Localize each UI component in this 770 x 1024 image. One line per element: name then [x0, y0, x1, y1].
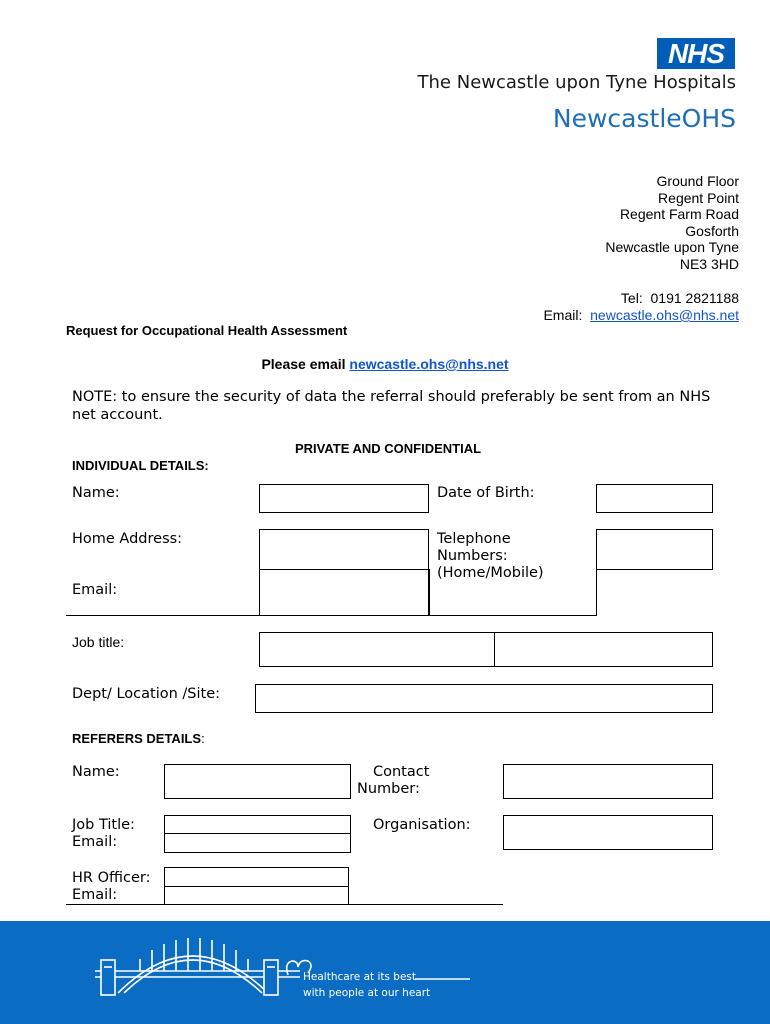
- divider: [429, 569, 430, 616]
- dob-field[interactable]: [596, 484, 713, 513]
- grade-field[interactable]: [494, 632, 713, 667]
- hr-officer-text: HR Officer:: [72, 870, 151, 886]
- telephone-label: [437, 531, 544, 582]
- referer-name-label: Name:: [72, 764, 120, 780]
- divider: [66, 904, 503, 905]
- contact-label-line: Number:: [357, 781, 420, 797]
- address-line: Regent Point: [658, 189, 739, 206]
- contact-number-label: [357, 764, 429, 798]
- grade-label-cell: [433, 632, 495, 667]
- name-label: Name:: [72, 485, 120, 501]
- tel-label: Tel:: [620, 290, 643, 306]
- referer-email-field[interactable]: [164, 833, 351, 853]
- please-email-line: [0, 356, 770, 372]
- address-block: [440, 173, 739, 273]
- referers-heading-text: REFERERS DETAILS: [72, 731, 202, 746]
- address-line: Regent Farm Road: [619, 206, 739, 223]
- newcastle-ohs-logo: NewcastleOHS: [552, 104, 736, 133]
- trust-name: The Newcastle upon Tyne Hospitals: [417, 72, 736, 93]
- hr-officer-label: [72, 870, 151, 904]
- tagline-line: with people at our heart: [303, 987, 431, 999]
- telephone-label-line: (Home/Mobile): [437, 565, 544, 581]
- referer-email-label: Email:: [72, 834, 118, 850]
- hr-email-field[interactable]: [164, 886, 349, 905]
- divider: [596, 569, 597, 616]
- please-email-link[interactable]: newcastle.ohs@nhs.net: [349, 356, 509, 372]
- telephone-field[interactable]: [596, 529, 713, 570]
- name-field[interactable]: [259, 484, 429, 513]
- referers-heading-colon: :: [201, 731, 205, 746]
- telephone-label-line: Telephone: [437, 531, 511, 547]
- individual-details-heading: INDIVIDUAL DETAILS:: [72, 458, 209, 473]
- confidential-heading: PRIVATE AND CONFIDENTIAL: [294, 441, 482, 456]
- footer-banner: [0, 921, 770, 1024]
- contact-block: [440, 290, 739, 324]
- contact-label-line: Contact: [373, 764, 430, 780]
- security-note: NOTE: to ensure the security of data the referral should preferably be sent from an NHS net account.: [72, 389, 711, 423]
- contact-number-field[interactable]: [503, 764, 713, 799]
- footer-tagline: [303, 969, 430, 1001]
- dept-label: Dept/ Location /Site:: [72, 686, 221, 702]
- address-line: Gosforth: [685, 222, 739, 239]
- referer-job-title-field[interactable]: [164, 815, 351, 834]
- address-line: Ground Floor: [656, 173, 739, 189]
- tagline-line: Healthcare at its best: [303, 971, 417, 983]
- hr-email-label: Email:: [72, 887, 118, 903]
- home-address-field[interactable]: [259, 529, 429, 570]
- email-label: Email:: [543, 307, 583, 323]
- referer-job-title-label: [72, 817, 135, 851]
- form-title: Request for Occupational Health Assessment: [66, 323, 348, 338]
- nhs-logo: NHS: [657, 38, 735, 69]
- organisation-label: Organisation:: [373, 817, 471, 833]
- home-address-label: Home Address:: [72, 531, 183, 547]
- divider: [66, 615, 597, 616]
- job-title-label: Job title:: [72, 634, 125, 650]
- dept-field[interactable]: [255, 684, 713, 713]
- address-line: NE3 3HD: [679, 255, 739, 272]
- tel-value: 0191 2821188: [650, 290, 739, 306]
- organisation-field[interactable]: [503, 815, 713, 850]
- hr-officer-field[interactable]: [164, 867, 349, 887]
- referers-heading: [72, 731, 205, 746]
- job-title-field[interactable]: [259, 632, 434, 667]
- referer-job-title-text: Job Title:: [72, 817, 135, 833]
- email-field[interactable]: [259, 569, 429, 616]
- telephone-label-line: Numbers:: [437, 548, 508, 564]
- address-line: Newcastle upon Tyne: [605, 239, 739, 256]
- dob-label: Date of Birth:: [437, 485, 535, 501]
- referer-name-field[interactable]: [164, 764, 351, 799]
- please-email-label: Please email: [261, 356, 346, 372]
- email-label: Email:: [72, 582, 118, 598]
- email-link[interactable]: newcastle.ohs@nhs.net: [590, 307, 739, 323]
